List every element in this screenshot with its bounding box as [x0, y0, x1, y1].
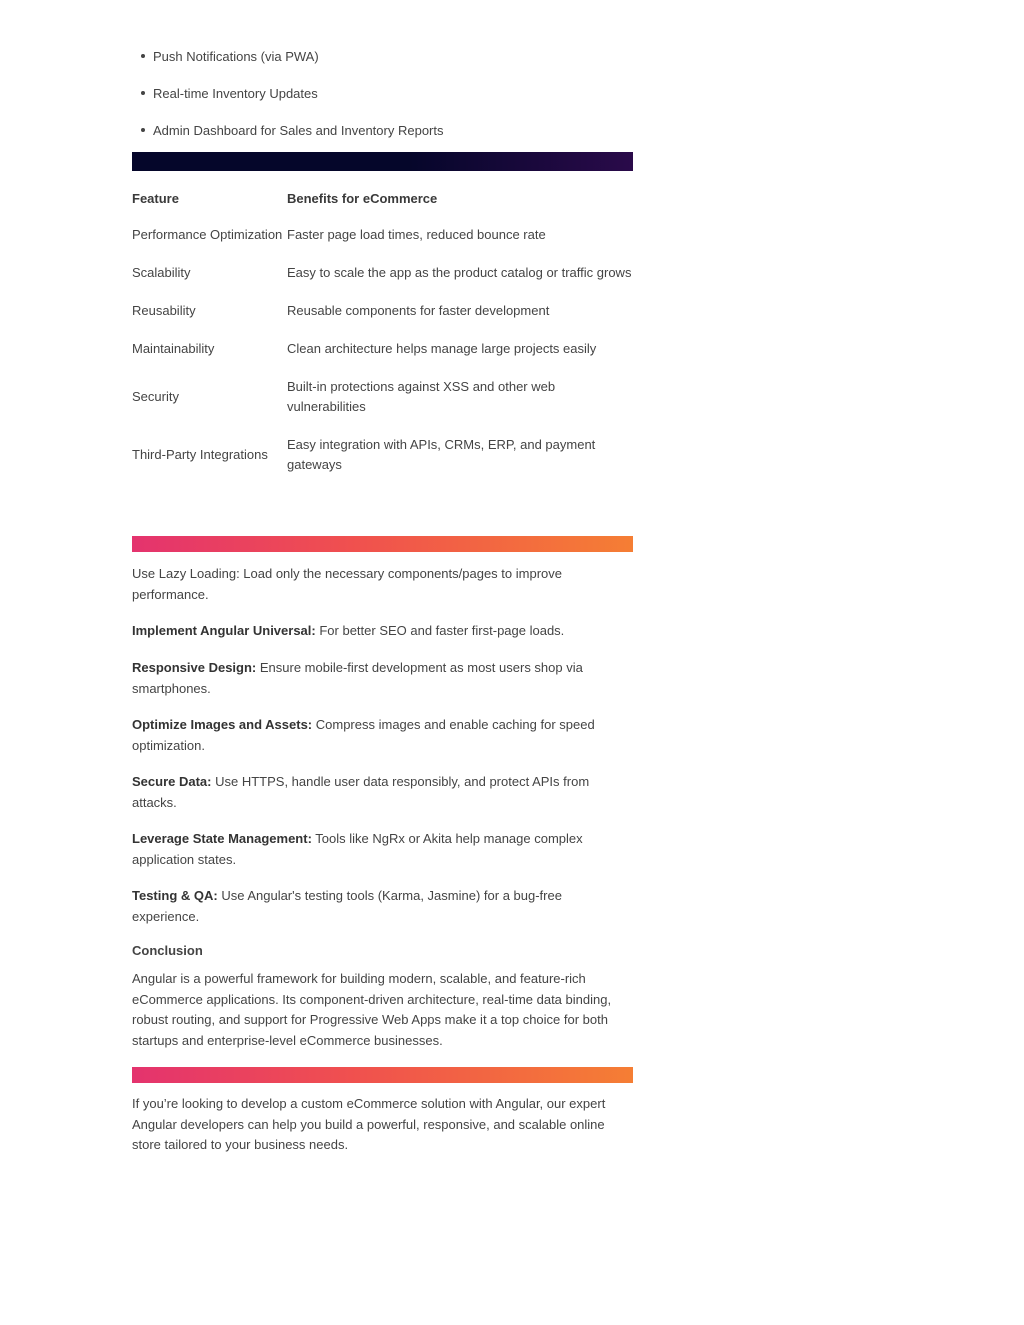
tip-text: Ensure mobile-first development as most users shop via smartphones. [132, 660, 583, 696]
tip-responsive-design [132, 658, 632, 699]
bullet-text: Admin Dashboard for Sales and Inventory Reports [153, 123, 444, 138]
tip-state-management [132, 829, 632, 870]
tip-text: Tools like NgRx or Akita help manage complex application states. [132, 831, 583, 867]
warm-gradient-divider [132, 1067, 633, 1083]
tip-label: Responsive Design: [132, 660, 257, 675]
tip-optimize-images [132, 715, 632, 756]
bullet-dot-icon [141, 91, 145, 95]
table-row [132, 377, 633, 435]
feature-bullet-list [139, 47, 444, 158]
conclusion-text: Angular is a powerful framework for building modern, scalable, and feature-rich eCommerce applications. Its component-driven architecture, real-time data binding, robust routing, and support for Progressive Web Apps make it a top choice for both startups and enterprise-level eCommerce businesses. [132, 971, 612, 1048]
table-row [132, 435, 633, 493]
bullet-text: Push Notifications (via PWA) [153, 49, 319, 64]
tip-label: Optimize Images and Assets: [132, 717, 313, 732]
features-table [132, 185, 633, 493]
table-header-benefits: Benefits for eCommerce [287, 191, 438, 206]
warm-gradient-divider [132, 536, 633, 552]
table-row [132, 225, 633, 263]
table-row [132, 339, 633, 377]
feature-cell: Security [132, 389, 179, 404]
benefit-cell: Easy integration with APIs, CRMs, ERP, and payment gateways [287, 437, 596, 472]
feature-cell: Scalability [132, 265, 191, 280]
tip-text: For better SEO and faster first-page loads. [315, 623, 565, 638]
feature-cell: Third-Party Integrations [132, 447, 268, 462]
tip-label: Testing & QA: [132, 888, 218, 903]
benefit-cell: Reusable components for faster development [287, 303, 550, 318]
conclusion-heading: Conclusion [132, 943, 203, 958]
dark-gradient-banner [132, 152, 633, 171]
tip-label: Leverage State Management: [132, 831, 312, 846]
feature-cell: Performance Optimization [132, 227, 283, 242]
feature-cell: Reusability [132, 303, 196, 318]
bullet-dot-icon [141, 54, 145, 58]
tip-text: Use Angular's testing tools (Karma, Jasmine) for a bug-free experience. [132, 888, 562, 924]
benefit-cell: Easy to scale the app as the product catalog or traffic grows [287, 265, 632, 280]
bullet-dot-icon [141, 128, 145, 132]
tip-text: Use HTTPS, handle user data responsibly, and protect APIs from attacks. [132, 774, 590, 810]
tip-label: Implement Angular Universal: [132, 623, 316, 638]
list-item [139, 47, 444, 84]
bullet-text: Real-time Inventory Updates [153, 86, 318, 101]
tip-lazy-loading: Use Lazy Loading: Load only the necessary components/pages to improve performance. [132, 566, 562, 602]
benefit-cell: Clean architecture helps manage large projects easily [287, 341, 597, 356]
tip-secure-data [132, 772, 632, 813]
list-item [139, 84, 444, 121]
benefit-cell: Faster page load times, reduced bounce rate [287, 227, 546, 242]
table-row [132, 263, 633, 301]
benefit-cell: Built-in protections against XSS and other web vulnerabilities [287, 379, 556, 414]
tip-text: Compress images and enable caching for speed optimization. [132, 717, 595, 753]
table-header-feature: Feature [132, 191, 179, 206]
table-row [132, 301, 633, 339]
tip-angular-universal [132, 621, 632, 642]
cta-text: If you’re looking to develop a custom eCommerce solution with Angular, our expert Angular developers can help you build a powerful, responsive, and scalable online store tailored to your business needs. [132, 1096, 606, 1152]
tip-label: Secure Data: [132, 774, 212, 789]
table-header-row [132, 185, 633, 225]
feature-cell: Maintainability [132, 341, 215, 356]
tip-testing-qa [132, 886, 632, 927]
